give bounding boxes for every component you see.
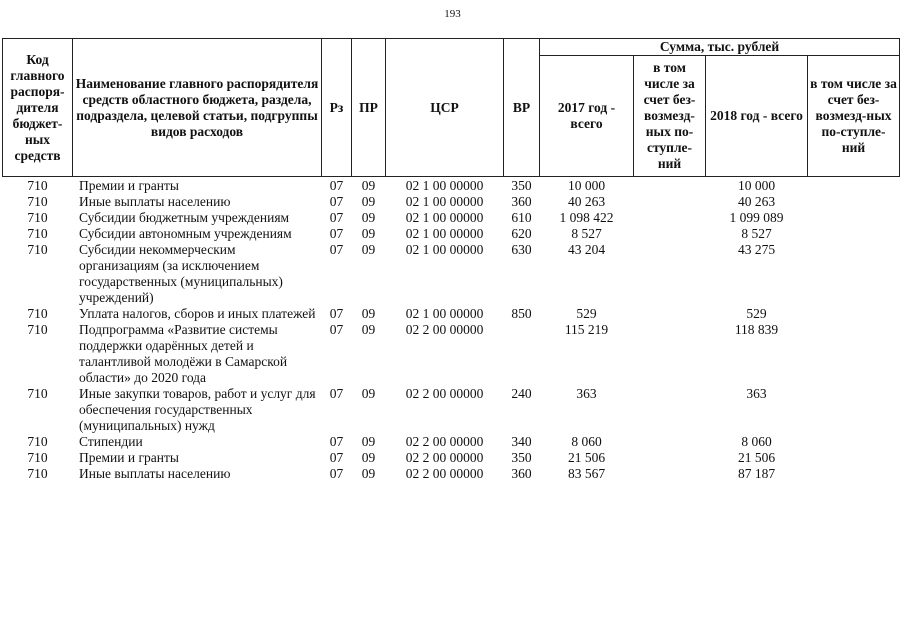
table-row — [3, 242, 900, 306]
cell-csr: 02 2 00 00000 — [405, 434, 484, 449]
table-row — [3, 386, 900, 434]
cell-csr: 02 1 00 00000 — [405, 194, 484, 209]
header-row-1 — [3, 39, 900, 56]
table-row — [3, 226, 900, 242]
cell-vr: 240 — [511, 386, 532, 401]
cell-vr: 360 — [511, 194, 532, 209]
cell-vr: 360 — [511, 466, 532, 481]
cell-2017-grants — [634, 450, 706, 466]
cell-code: 710 — [27, 322, 48, 337]
col-header-rz: Рз — [322, 39, 352, 177]
cell-2018-grants — [808, 434, 900, 450]
cell-2017-grants — [634, 386, 706, 434]
cell-name: Иные выплаты населению — [79, 466, 231, 481]
cell-2018-grants — [808, 322, 900, 386]
cell-code: 710 — [27, 386, 48, 401]
cell-2017-total: 43 204 — [567, 242, 606, 257]
cell-2017-grants — [634, 434, 706, 450]
cell-code: 710 — [27, 210, 48, 225]
cell-2018-total: 363 — [746, 386, 767, 401]
page-number: 193 — [444, 8, 461, 20]
cell-pr: 09 — [361, 178, 376, 193]
cell-rz: 07 — [329, 306, 344, 321]
cell-csr: 02 2 00 00000 — [405, 466, 484, 481]
cell-csr: 02 2 00 00000 — [405, 322, 484, 337]
table-row — [3, 210, 900, 226]
cell-2017-total: 10 000 — [567, 178, 606, 193]
cell-pr: 09 — [361, 306, 376, 321]
cell-2017-grants — [634, 322, 706, 386]
cell-rz: 07 — [329, 386, 344, 401]
cell-name: Иные выплаты населению — [79, 194, 231, 209]
cell-2018-grants — [808, 210, 900, 226]
cell-2018-grants — [808, 450, 900, 466]
cell-2018-total: 40 263 — [737, 194, 776, 209]
cell-2017-grants — [634, 306, 706, 322]
cell-name: Иные закупки товаров, работ и услуг для обеспечения государственных (муниципальных) нужд — [79, 386, 316, 433]
cell-2017-grants — [634, 226, 706, 242]
col-header-pr: ПР — [352, 39, 386, 177]
cell-2017-total: 21 506 — [567, 450, 606, 465]
table-row — [3, 194, 900, 210]
cell-2017-grants — [634, 242, 706, 306]
cell-2018-grants — [808, 386, 900, 434]
cell-vr: 350 — [511, 450, 532, 465]
cell-2017-total: 8 527 — [571, 226, 602, 241]
table-row — [3, 306, 900, 322]
cell-code: 710 — [27, 194, 48, 209]
cell-pr: 09 — [361, 322, 376, 337]
cell-csr: 02 1 00 00000 — [405, 178, 484, 193]
col-header-sum-group: Сумма, тыс. рублей — [540, 39, 900, 56]
cell-csr: 02 2 00 00000 — [405, 386, 484, 401]
cell-csr: 02 1 00 00000 — [405, 242, 484, 257]
cell-code: 710 — [27, 178, 48, 193]
col-header-2018-grants: в том числе за счет без-возмезд-ных по-ступле-ний — [808, 56, 900, 177]
table-row — [3, 177, 900, 195]
cell-2017-total: 1 098 422 — [559, 210, 614, 225]
cell-2017-grants — [634, 177, 706, 195]
table-body — [3, 177, 900, 483]
cell-pr: 09 — [361, 242, 376, 257]
cell-rz: 07 — [329, 226, 344, 241]
cell-vr: 350 — [511, 178, 532, 193]
cell-vr: 620 — [511, 226, 532, 241]
cell-name: Подпрограмма «Развитие системы поддержки одарённых детей и талантливой молодёжи в Самарской области» до 2020 года — [79, 322, 288, 385]
cell-pr: 09 — [361, 386, 376, 401]
col-header-vr: ВР — [504, 39, 540, 177]
cell-2018-grants — [808, 306, 900, 322]
cell-name: Премии и гранты — [79, 450, 179, 465]
cell-csr: 02 2 00 00000 — [405, 450, 484, 465]
cell-2017-total: 529 — [576, 306, 597, 321]
cell-pr: 09 — [361, 226, 376, 241]
cell-name: Субсидии автономным учреждениям — [79, 226, 292, 241]
cell-2018-grants — [808, 466, 900, 482]
cell-rz: 07 — [329, 210, 344, 225]
cell-rz: 07 — [329, 178, 344, 193]
cell-2018-total: 1 099 089 — [729, 210, 784, 225]
cell-2018-total: 118 839 — [734, 322, 779, 337]
cell-pr: 09 — [361, 194, 376, 209]
cell-rz: 07 — [329, 194, 344, 209]
table-row — [3, 322, 900, 386]
col-header-csr: ЦСР — [386, 39, 504, 177]
cell-2018-total: 87 187 — [737, 466, 776, 481]
col-header-code: Код главного распоря-дителя бюджет-ных средств — [3, 39, 73, 177]
cell-name: Уплата налогов, сборов и иных платежей — [79, 306, 316, 321]
cell-2018-grants — [808, 194, 900, 210]
cell-2018-total: 43 275 — [737, 242, 776, 257]
cell-vr — [504, 322, 540, 386]
cell-code: 710 — [27, 226, 48, 241]
cell-code: 710 — [27, 450, 48, 465]
cell-pr: 09 — [361, 210, 376, 225]
table-row — [3, 434, 900, 450]
cell-csr: 02 1 00 00000 — [405, 226, 484, 241]
cell-2017-total: 115 219 — [564, 322, 609, 337]
cell-2017-total: 8 060 — [571, 434, 602, 449]
cell-rz: 07 — [329, 466, 344, 481]
cell-2017-grants — [634, 194, 706, 210]
cell-2017-total: 40 263 — [567, 194, 606, 209]
cell-csr: 02 1 00 00000 — [405, 210, 484, 225]
cell-rz: 07 — [329, 434, 344, 449]
cell-2018-grants — [808, 226, 900, 242]
col-header-2017-total: 2017 год - всего — [540, 56, 634, 177]
cell-vr: 850 — [511, 306, 532, 321]
col-header-name: Наименование главного распорядителя средств областного бюджета, раздела, подраздела, целевой статьи, подгруппы видов расходов — [73, 39, 322, 177]
cell-2018-grants — [808, 242, 900, 306]
cell-2017-grants — [634, 466, 706, 482]
cell-2018-total: 10 000 — [737, 178, 776, 193]
cell-name: Субсидии некоммерческим организациям (за исключением государственных (муниципальных) учреждений) — [79, 242, 283, 305]
cell-name: Премии и гранты — [79, 178, 179, 193]
cell-pr: 09 — [361, 450, 376, 465]
cell-2018-total: 8 060 — [741, 434, 772, 449]
cell-code: 710 — [27, 434, 48, 449]
cell-2017-total: 83 567 — [567, 466, 606, 481]
cell-rz: 07 — [329, 322, 344, 337]
cell-pr: 09 — [361, 466, 376, 481]
cell-2018-total: 21 506 — [737, 450, 776, 465]
cell-2018-grants — [808, 177, 900, 195]
table-row — [3, 466, 900, 482]
cell-code: 710 — [27, 306, 48, 321]
col-header-2018-total: 2018 год - всего — [706, 56, 808, 177]
cell-csr: 02 1 00 00000 — [405, 306, 484, 321]
budget-table — [2, 38, 900, 482]
cell-code: 710 — [27, 242, 48, 257]
cell-2017-total: 363 — [576, 386, 597, 401]
cell-2017-grants — [634, 210, 706, 226]
cell-2018-total: 8 527 — [741, 226, 772, 241]
cell-rz: 07 — [329, 450, 344, 465]
cell-name: Стипендии — [79, 434, 143, 449]
cell-code: 710 — [27, 466, 48, 481]
cell-2018-total: 529 — [746, 306, 767, 321]
cell-rz: 07 — [329, 242, 344, 257]
cell-vr: 610 — [511, 210, 532, 225]
cell-pr: 09 — [361, 434, 376, 449]
cell-name: Субсидии бюджетным учреждениям — [79, 210, 290, 225]
cell-vr: 630 — [511, 242, 532, 257]
cell-vr: 340 — [511, 434, 532, 449]
table-row — [3, 450, 900, 466]
col-header-2017-grants: в том числе за счет без-возмезд-ных по-ступле-ний — [634, 56, 706, 177]
